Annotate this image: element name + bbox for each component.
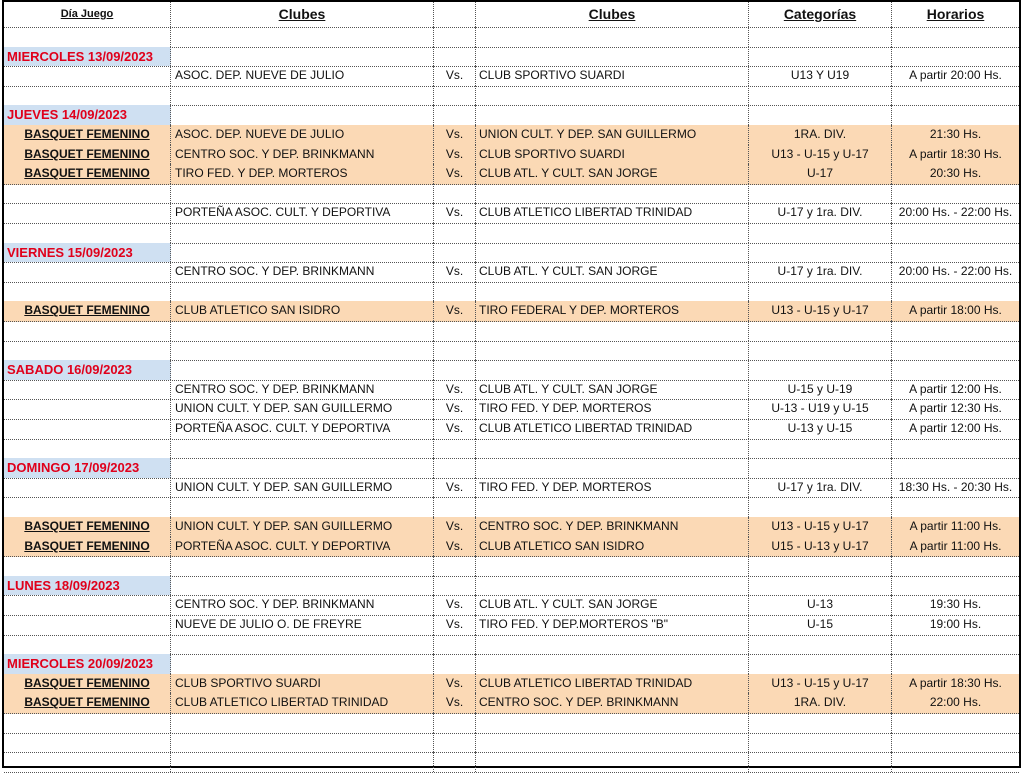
club-local-cell: [171, 47, 434, 67]
day-header-row: [4, 458, 1019, 479]
empty-row: [4, 635, 1019, 656]
club-visitante-cell: [476, 184, 749, 204]
club-visitante-cell: CLUB ATLETICO LIBERTAD TRINIDAD: [476, 674, 749, 694]
horario-cell: [892, 439, 1019, 459]
horario-cell: [892, 576, 1019, 596]
day-header-row: [4, 654, 1019, 675]
dia-juego-cell: [4, 380, 171, 400]
club-visitante-cell: TIRO FED. Y DEP. MORTEROS: [476, 478, 749, 498]
vs-cell: [434, 439, 476, 459]
match-row: [4, 478, 1019, 499]
vs-cell: [434, 713, 476, 733]
club-local-cell: UNION CULT. Y DEP. SAN GUILLERMO: [171, 517, 434, 537]
club-local-cell: PORTEÑA ASOC. CULT. Y DEPORTIVA: [171, 537, 434, 557]
match-row: [4, 517, 1019, 538]
day-label: MIERCOLES 13/09/2023: [4, 47, 171, 67]
dia-juego-cell: [4, 262, 171, 282]
dia-juego-cell: [4, 66, 171, 86]
day-label: SABADO 16/09/2023: [4, 360, 171, 380]
club-local-cell: [171, 497, 434, 517]
day-header-row: [4, 360, 1019, 381]
header-clubes-local: Clubes: [171, 2, 434, 27]
empty-row: [4, 184, 1019, 205]
empty-row: [4, 713, 1019, 734]
horario-cell: [892, 86, 1019, 106]
horario-cell: [892, 556, 1019, 576]
club-local-cell: [171, 282, 434, 302]
dia-juego-cell: BASQUET FEMENINO: [4, 145, 171, 165]
vs-cell: Vs.: [434, 262, 476, 282]
club-visitante-cell: CLUB ATL. Y CULT. SAN JORGE: [476, 164, 749, 184]
dia-juego-cell: [4, 595, 171, 615]
club-local-cell: CENTRO SOC. Y DEP. BRINKMANN: [171, 595, 434, 615]
horario-cell: A partir 18:30 Hs.: [909, 675, 1002, 690]
club-visitante-cell: [476, 635, 749, 655]
vs-cell: [434, 321, 476, 341]
categoria-cell: [749, 341, 892, 361]
horario-cell: [892, 223, 1019, 243]
horario-cell: [892, 458, 1019, 478]
club-visitante-cell: CLUB SPORTIVO SUARDI: [476, 66, 749, 86]
horario-cell: [892, 360, 1019, 380]
club-visitante-cell: [476, 243, 749, 263]
club-local-cell: [171, 223, 434, 243]
club-local-cell: CENTRO SOC. Y DEP. BRINKMANN: [171, 262, 434, 282]
empty-row: [4, 556, 1019, 577]
vs-cell: Vs.: [434, 615, 476, 635]
club-local-cell: [171, 27, 434, 47]
horario-cell: [892, 321, 1019, 341]
categoria-cell: U-13: [749, 595, 892, 615]
dia-juego-cell: [4, 321, 171, 341]
vs-cell: Vs.: [434, 537, 476, 557]
header-categorias: Categorías: [749, 2, 892, 27]
categoria-cell: [749, 439, 892, 459]
empty-row: [4, 223, 1019, 244]
categoria-cell: [749, 752, 892, 772]
empty-row: [4, 752, 1019, 773]
club-visitante-cell: [476, 752, 749, 772]
categoria-cell: [749, 27, 892, 47]
club-local-cell: [171, 733, 434, 753]
dia-juego-cell: BASQUET FEMENINO: [4, 693, 171, 713]
club-local-cell: [171, 458, 434, 478]
vs-cell: Vs.: [434, 478, 476, 498]
dia-juego-cell: [4, 341, 171, 361]
categoria-cell: [749, 321, 892, 341]
horario-cell: [892, 752, 1019, 772]
categoria-cell: U-15: [749, 615, 892, 635]
club-visitante-cell: CENTRO SOC. Y DEP. BRINKMANN: [476, 517, 749, 537]
categoria-cell: [749, 556, 892, 576]
vs-cell: Vs.: [434, 145, 476, 165]
horario-cell: [892, 713, 1019, 733]
club-local-cell: [171, 556, 434, 576]
vs-cell: [434, 733, 476, 753]
vs-cell: Vs.: [434, 674, 476, 694]
club-visitante-cell: [476, 497, 749, 517]
day-label: JUEVES 14/09/2023: [4, 105, 171, 125]
vs-cell: [434, 47, 476, 67]
horario-cell: [892, 733, 1019, 753]
horario-cell: A partir 12:00 Hs.: [909, 381, 1002, 396]
club-local-cell: [171, 321, 434, 341]
vs-cell: [434, 654, 476, 674]
empty-row: [4, 282, 1019, 303]
club-local-cell: CENTRO SOC. Y DEP. BRINKMANN: [171, 380, 434, 400]
dia-juego-cell: BASQUET FEMENINO: [4, 537, 171, 557]
club-visitante-cell: [476, 321, 749, 341]
horario-cell: A partir 20:00 Hs.: [909, 68, 1002, 83]
horario-cell: [892, 341, 1019, 361]
club-local-cell: CLUB SPORTIVO SUARDI: [171, 674, 434, 694]
dia-juego-cell: [4, 556, 171, 576]
vs-cell: [434, 105, 476, 125]
club-local-cell: [171, 439, 434, 459]
horario-cell: [892, 654, 1019, 674]
match-row: [4, 419, 1019, 440]
vs-cell: Vs.: [434, 419, 476, 439]
categoria-cell: [749, 47, 892, 67]
categoria-cell: [749, 105, 892, 125]
match-row: [4, 301, 1019, 322]
horario-cell: 18:30 Hs. - 20:30 Hs.: [898, 479, 1013, 494]
club-visitante-cell: [476, 223, 749, 243]
categoria-cell: [749, 282, 892, 302]
club-local-cell: CLUB ATLETICO LIBERTAD TRINIDAD: [171, 693, 434, 713]
club-visitante-cell: [476, 733, 749, 753]
dia-juego-cell: [4, 184, 171, 204]
match-row: [4, 399, 1019, 420]
horario-cell: A partir 18:30 Hs.: [909, 146, 1002, 161]
club-visitante-cell: TIRO FED. Y DEP.MORTEROS "B": [476, 615, 749, 635]
day-label: VIERNES 15/09/2023: [4, 243, 171, 263]
vs-cell: Vs.: [434, 66, 476, 86]
categoria-cell: U13 - U-15 y U-17: [749, 674, 892, 694]
vs-cell: [434, 458, 476, 478]
club-local-cell: TIRO FED. Y DEP. MORTEROS: [171, 164, 434, 184]
club-visitante-cell: TIRO FEDERAL Y DEP. MORTEROS: [476, 301, 749, 321]
vs-cell: Vs.: [434, 125, 476, 145]
dia-juego-cell: BASQUET FEMENINO: [4, 125, 171, 145]
club-local-cell: [171, 243, 434, 263]
match-row: [4, 164, 1019, 185]
categoria-cell: U15 - U-13 y U-17: [749, 537, 892, 557]
categoria-cell: [749, 184, 892, 204]
header-dia-juego: Día Juego: [4, 2, 171, 27]
club-visitante-cell: TIRO FED. Y DEP. MORTEROS: [476, 399, 749, 419]
horario-cell: 20:00 Hs. - 22:00 Hs.: [898, 264, 1013, 279]
club-visitante-cell: [476, 282, 749, 302]
horario-cell: [892, 27, 1019, 47]
dia-juego-cell: [4, 733, 171, 753]
categoria-cell: [749, 635, 892, 655]
vs-cell: Vs.: [434, 380, 476, 400]
dia-juego-cell: [4, 497, 171, 517]
categoria-cell: [749, 86, 892, 106]
categoria-cell: U-17 y 1ra. DIV.: [749, 262, 892, 282]
header-horarios: Horarios: [926, 6, 985, 22]
vs-cell: Vs.: [434, 399, 476, 419]
vs-cell: [434, 752, 476, 772]
header-clubes-visitante: Clubes: [476, 2, 749, 27]
club-local-cell: CENTRO SOC. Y DEP. BRINKMANN: [171, 145, 434, 165]
match-row: [4, 262, 1019, 283]
categoria-cell: U-17: [749, 164, 892, 184]
match-row: [4, 595, 1019, 616]
club-local-cell: [171, 360, 434, 380]
match-row: [4, 615, 1019, 636]
schedule-table: [2, 0, 1021, 768]
match-row: [4, 145, 1019, 166]
club-local-cell: CLUB ATLETICO SAN ISIDRO: [171, 301, 434, 321]
horario-cell: [892, 105, 1019, 125]
categoria-cell: [749, 458, 892, 478]
empty-row: [4, 439, 1019, 460]
club-local-cell: [171, 184, 434, 204]
horario-cell: [892, 243, 1019, 263]
dia-juego-cell: BASQUET FEMENINO: [4, 164, 171, 184]
empty-row: [4, 733, 1019, 754]
categoria-cell: 1RA. DIV.: [749, 125, 892, 145]
categoria-cell: U-13 y U-15: [749, 419, 892, 439]
categoria-cell: U13 Y U19: [749, 66, 892, 86]
dia-juego-cell: BASQUET FEMENINO: [4, 301, 171, 321]
vs-cell: Vs.: [434, 164, 476, 184]
club-visitante-cell: CLUB ATLETICO SAN ISIDRO: [476, 537, 749, 557]
club-local-cell: PORTEÑA ASOC. CULT. Y DEPORTIVA: [171, 203, 434, 223]
categoria-cell: U-13 - U19 y U-15: [749, 399, 892, 419]
club-visitante-cell: [476, 27, 749, 47]
match-row: [4, 674, 1019, 695]
empty-row: [4, 341, 1019, 362]
dia-juego-cell: [4, 752, 171, 772]
categoria-cell: [749, 576, 892, 596]
horario-cell: A partir 11:00 Hs.: [909, 538, 1002, 553]
club-local-cell: [171, 341, 434, 361]
categoria-cell: [749, 733, 892, 753]
categoria-cell: [749, 223, 892, 243]
club-visitante-cell: CLUB ATLETICO LIBERTAD TRINIDAD: [476, 419, 749, 439]
categoria-cell: [749, 654, 892, 674]
horario-cell: 22:00 Hs.: [929, 695, 982, 710]
categoria-cell: [749, 713, 892, 733]
categoria-cell: U-17 y 1ra. DIV.: [749, 478, 892, 498]
day-label: DOMINGO 17/09/2023: [4, 458, 171, 478]
vs-cell: [434, 223, 476, 243]
match-row: [4, 66, 1019, 87]
vs-cell: [434, 341, 476, 361]
categoria-cell: U13 - U-15 y U-17: [749, 145, 892, 165]
dia-juego-cell: BASQUET FEMENINO: [4, 517, 171, 537]
horario-cell: [892, 497, 1019, 517]
dia-juego-cell: [4, 27, 171, 47]
club-visitante-cell: [476, 341, 749, 361]
vs-cell: [434, 86, 476, 106]
categoria-cell: [749, 360, 892, 380]
horario-cell: 21:30 Hs.: [929, 127, 982, 141]
club-visitante-cell: CLUB ATL. Y CULT. SAN JORGE: [476, 380, 749, 400]
day-header-row: [4, 47, 1019, 68]
header-vs: [434, 2, 476, 27]
club-visitante-cell: [476, 439, 749, 459]
horario-cell: [892, 282, 1019, 302]
club-local-cell: ASOC. DEP. NUEVE DE JULIO: [171, 125, 434, 145]
match-row: [4, 693, 1019, 714]
horario-cell: [892, 47, 1019, 67]
vs-cell: [434, 184, 476, 204]
vs-cell: [434, 576, 476, 596]
horario-cell: A partir 18:00 Hs.: [909, 303, 1002, 318]
horario-cell: A partir 11:00 Hs.: [909, 519, 1002, 533]
club-visitante-cell: [476, 654, 749, 674]
header-row: [4, 2, 1019, 28]
club-local-cell: [171, 635, 434, 655]
day-label: MIERCOLES 20/09/2023: [4, 654, 171, 674]
club-local-cell: [171, 576, 434, 596]
horario-cell: 20:30 Hs.: [929, 166, 982, 181]
vs-cell: Vs.: [434, 693, 476, 713]
categoria-cell: 1RA. DIV.: [749, 693, 892, 713]
club-visitante-cell: CLUB ATL. Y CULT. SAN JORGE: [476, 262, 749, 282]
day-label: LUNES 18/09/2023: [4, 576, 171, 596]
categoria-cell: U-15 y U-19: [749, 380, 892, 400]
club-visitante-cell: UNION CULT. Y DEP. SAN GUILLERMO: [476, 125, 749, 145]
empty-row: [4, 86, 1019, 107]
dia-juego-cell: [4, 713, 171, 733]
club-visitante-cell: [476, 713, 749, 733]
vs-cell: Vs.: [434, 517, 476, 537]
vs-cell: Vs.: [434, 595, 476, 615]
club-local-cell: UNION CULT. Y DEP. SAN GUILLERMO: [171, 399, 434, 419]
match-row: [4, 380, 1019, 401]
club-visitante-cell: CENTRO SOC. Y DEP. BRINKMANN: [476, 693, 749, 713]
dia-juego-cell: [4, 419, 171, 439]
club-visitante-cell: [476, 105, 749, 125]
dia-juego-cell: [4, 223, 171, 243]
dia-juego-cell: [4, 635, 171, 655]
match-row: [4, 125, 1019, 146]
dia-juego-cell: BASQUET FEMENINO: [4, 674, 171, 694]
vs-cell: Vs.: [434, 203, 476, 223]
vs-cell: [434, 243, 476, 263]
club-visitante-cell: [476, 458, 749, 478]
vs-cell: [434, 282, 476, 302]
dia-juego-cell: [4, 399, 171, 419]
dia-juego-cell: [4, 439, 171, 459]
day-header-row: [4, 243, 1019, 264]
club-visitante-cell: CLUB ATL. Y CULT. SAN JORGE: [476, 595, 749, 615]
match-row: [4, 203, 1019, 224]
horario-cell: 20:00 Hs. - 22:00 Hs.: [898, 205, 1013, 220]
club-visitante-cell: [476, 86, 749, 106]
club-local-cell: [171, 713, 434, 733]
horario-cell: A partir 12:30 Hs.: [909, 401, 1002, 416]
dia-juego-cell: [4, 478, 171, 498]
dia-juego-cell: [4, 615, 171, 635]
vs-cell: [434, 556, 476, 576]
club-visitante-cell: [476, 47, 749, 67]
vs-cell: Vs.: [434, 301, 476, 321]
vs-cell: [434, 360, 476, 380]
categoria-cell: U13 - U-15 y U-17: [749, 517, 892, 537]
club-local-cell: PORTEÑA ASOC. CULT. Y DEPORTIVA: [171, 419, 434, 439]
empty-row: [4, 497, 1019, 518]
match-row: [4, 537, 1019, 558]
club-visitante-cell: CLUB ATLETICO LIBERTAD TRINIDAD: [476, 203, 749, 223]
club-visitante-cell: CLUB SPORTIVO SUARDI: [476, 145, 749, 165]
categoria-cell: U13 - U-15 y U-17: [749, 301, 892, 321]
club-local-cell: [171, 105, 434, 125]
categoria-cell: [749, 243, 892, 263]
categoria-cell: [749, 497, 892, 517]
vs-cell: [434, 497, 476, 517]
dia-juego-cell: [4, 282, 171, 302]
horario-cell: [892, 635, 1019, 655]
categoria-cell: U-17 y 1ra. DIV.: [749, 203, 892, 223]
club-local-cell: NUEVE DE JULIO O. DE FREYRE: [171, 615, 434, 635]
empty-row: [4, 27, 1019, 48]
club-local-cell: ASOC. DEP. NUEVE DE JULIO: [171, 66, 434, 86]
day-header-row: [4, 105, 1019, 126]
vs-cell: [434, 27, 476, 47]
club-local-cell: [171, 654, 434, 674]
club-local-cell: [171, 752, 434, 772]
club-local-cell: UNION CULT. Y DEP. SAN GUILLERMO: [171, 478, 434, 498]
horario-cell: A partir 12:00 Hs.: [909, 421, 1002, 435]
vs-cell: [434, 635, 476, 655]
day-header-row: [4, 576, 1019, 597]
club-visitante-cell: [476, 576, 749, 596]
club-visitante-cell: [476, 360, 749, 380]
horario-cell: 19:00 Hs.: [929, 617, 982, 631]
dia-juego-cell: [4, 203, 171, 223]
dia-juego-cell: [4, 86, 171, 106]
club-local-cell: [171, 86, 434, 106]
horario-cell: [892, 184, 1019, 204]
club-visitante-cell: [476, 556, 749, 576]
horario-cell: 19:30 Hs.: [929, 597, 982, 612]
empty-row: [4, 321, 1019, 342]
